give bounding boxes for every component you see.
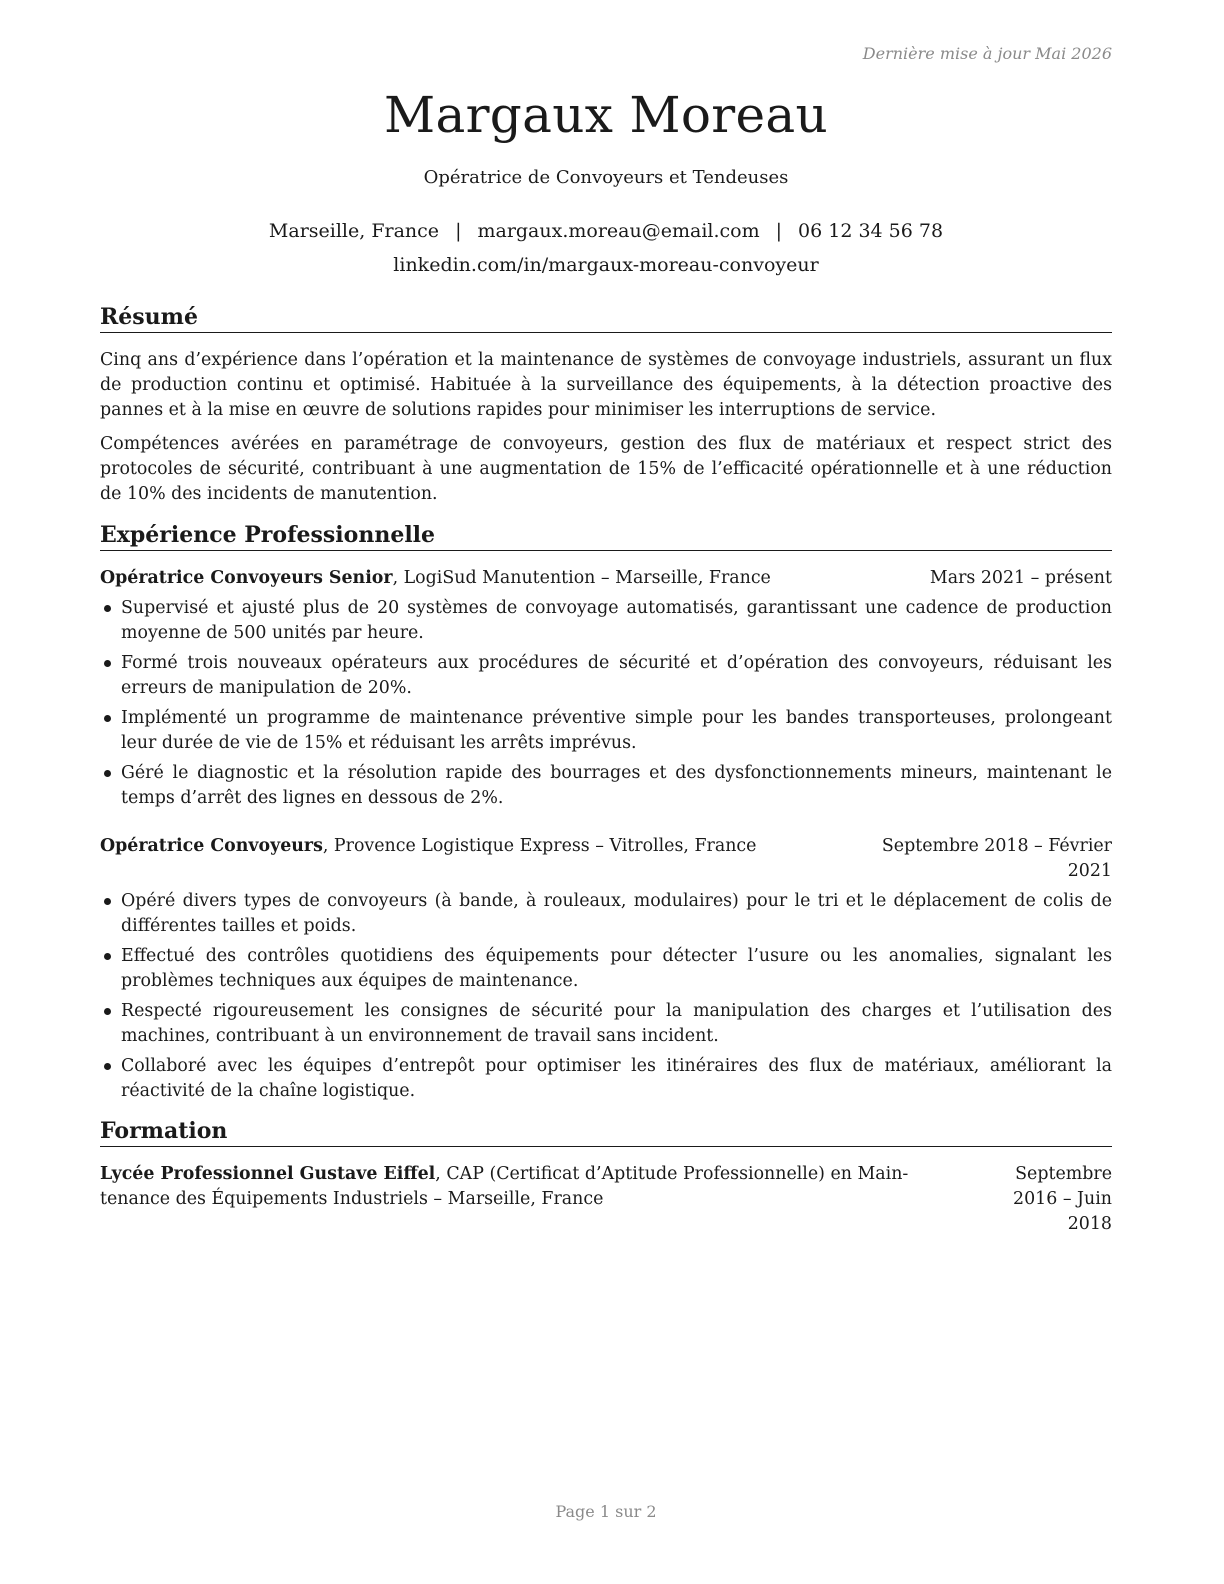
education-school: Lycée Professionnel Gustave Eiffel — [100, 1164, 436, 1184]
job-dates: Mars 2021 – présent — [929, 568, 1112, 588]
job-title-line — [100, 834, 756, 859]
summary-paragraph: Cinq ans d’expérience dans l’opération et la maintenance de systèmes de convoyage industriels, assurant un flux de production continu et optimisé. Habituée à la surveillance des équipements, à la détection proactive des pannes et à la mise en œuvre de solutions rapides pour minimiser les interruptions de service. — [100, 350, 1112, 420]
education-line: tenance des Équipements Industriels – Marseille, France — [100, 1189, 604, 1209]
education-entry — [100, 1162, 1112, 1234]
bullet-icon — [104, 770, 111, 777]
section-title-experience: Expérience Professionnelle — [100, 522, 1112, 551]
job-bullets — [100, 889, 1112, 1109]
candidate-headline: Opératrice de Convoyeurs et Tendeuses — [423, 167, 789, 188]
bullet-text: Supervisé et ajusté plus de 20 systèmes de convoyage automatisés, garantissant une cadence de production moyenne de 500 unités par heure. — [121, 598, 1112, 643]
list-item — [100, 944, 1112, 994]
bullet-text: Formé trois nouveaux opérateurs aux procédures de sécurité et d’opération des convoyeurs, réduisant les erreurs de manipulation de 20%. — [121, 653, 1112, 698]
bullet-text: Respecté rigoureusement les consignes de sécurité pour la manipulation des charges et l’utilisation des machines, contribuant à un environnement de travail sans incident. — [121, 1001, 1112, 1046]
bullet-icon — [104, 898, 111, 905]
job-role: Opératrice Convoyeurs — [100, 836, 323, 856]
contact-location: Marseille, France — [268, 220, 440, 242]
bullet-text: Implémenté un programme de maintenance préventive simple pour les bandes transporteuses, prolongeant leur durée de vie de 15% et réduisant les arrêts imprévus. — [121, 708, 1112, 753]
list-item — [100, 651, 1112, 701]
list-item — [100, 596, 1112, 646]
bullet-text: Effectué des contrôles quotidiens des équipements pour détecter l’usure ou les anomalies, signalant les problèmes techniques aux équipes de maintenance. — [121, 946, 1112, 991]
last-updated-note: Dernière mise à jour Mai 2026 — [862, 44, 1112, 63]
job-dates-line: 2021 — [1067, 861, 1112, 881]
job-company: , LogiSud Manutention – Marseille, France — [392, 568, 771, 588]
bullet-icon — [104, 953, 111, 960]
list-item — [100, 889, 1112, 939]
contact-email[interactable]: margaux.moreau@email.com — [477, 220, 760, 242]
job-dates — [882, 834, 1112, 884]
bullet-icon — [104, 605, 111, 612]
section-title-summary: Résumé — [100, 304, 1112, 333]
contact-separator: | — [775, 220, 783, 242]
bullet-icon — [104, 1063, 111, 1070]
education-line — [100, 1162, 980, 1187]
bullet-text: Géré le diagnostic et la résolution rapide des bourrages et des dysfonctionnements mineurs, maintenant le temps d’arrêt des lignes en dessous de 2%. — [121, 763, 1112, 808]
resume-page — [100, 0, 1112, 1584]
job-bullets — [100, 596, 1112, 816]
bullet-icon — [104, 1008, 111, 1015]
contact-line — [100, 220, 1112, 242]
job-role: Opératrice Convoyeurs Senior — [100, 568, 393, 588]
contact-linkedin[interactable]: linkedin.com/in/margaux-moreau-convoyeur — [393, 254, 819, 276]
list-item — [100, 761, 1112, 811]
education-degree: , CAP (Certificat d’Aptitude Professionnelle) en Main- — [435, 1164, 909, 1184]
job-title-line — [100, 566, 771, 591]
education-dates-line: 2018 — [1067, 1214, 1112, 1234]
bullet-text: Opéré divers types de convoyeurs (à bande, à rouleaux, modulaires) pour le tri et le déplacement de colis de différentes tailles et poids. — [121, 891, 1112, 936]
education-dates-line: Septembre 2016 – Juin — [1013, 1164, 1112, 1209]
page-number: Page 1 sur 2 — [555, 1502, 657, 1521]
section-title-education: Formation — [100, 1118, 1112, 1147]
bullet-icon — [104, 715, 111, 722]
bullet-text: Collaboré avec les équipes d’entrepôt pour optimiser les itinéraires des flux de matériaux, améliorant la réactivité de la chaîne logistique. — [121, 1056, 1112, 1101]
list-item — [100, 999, 1112, 1049]
job-company: , Provence Logistique Express – Vitrolles, France — [322, 836, 757, 856]
list-item — [100, 706, 1112, 756]
contact-phone: 06 12 34 56 78 — [798, 220, 944, 242]
job-header — [100, 834, 1112, 884]
education-dates — [972, 1162, 1112, 1237]
education-description — [100, 1162, 980, 1212]
summary-paragraph: Compétences avérées en paramétrage de convoyeurs, gestion des flux de matériaux et respect strict des protocoles de sécurité, contribuant à une augmentation de 15% de l’efficacité opérationnelle et à une réduction de 10% des incidents de manutention. — [100, 434, 1112, 504]
bullet-icon — [104, 660, 111, 667]
list-item — [100, 1054, 1112, 1104]
job-dates-line: Septembre 2018 – Février — [881, 836, 1112, 856]
contact-separator: | — [455, 220, 462, 242]
candidate-name: Margaux Moreau — [383, 86, 829, 144]
